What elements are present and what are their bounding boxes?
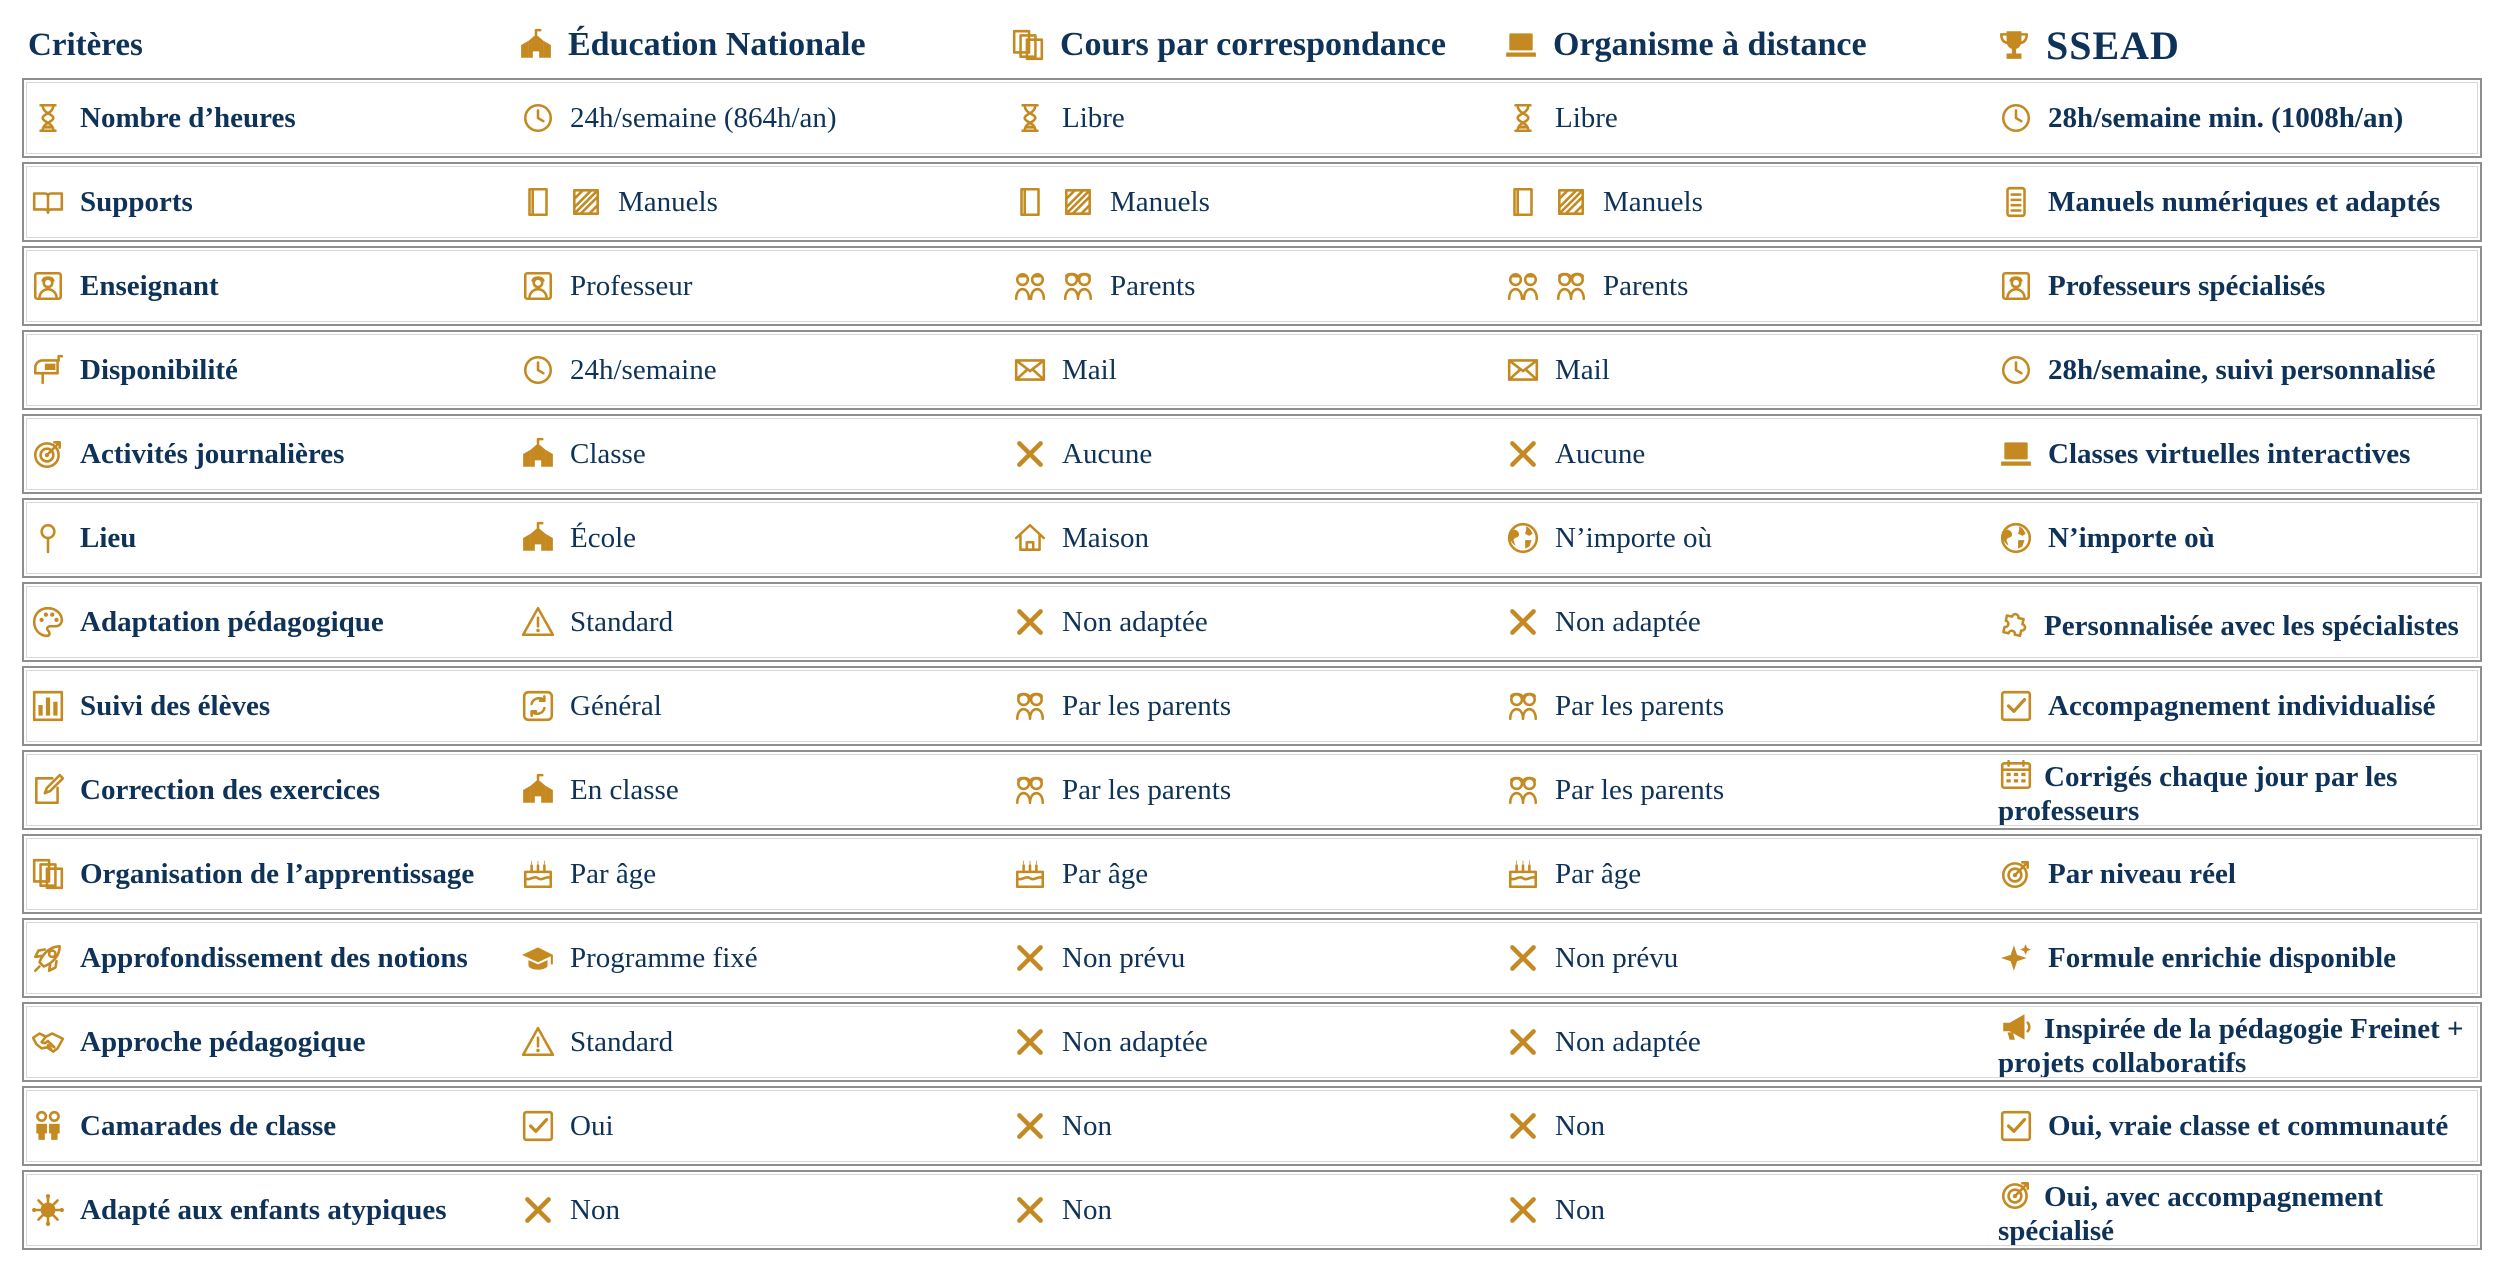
table-cell <box>1505 268 1998 304</box>
cell-text: Personnalisée avec les spécialistes <box>2044 609 2459 642</box>
table-cell <box>1012 856 1505 892</box>
cell-text: Parents <box>1603 270 1689 302</box>
table-cell <box>1998 436 2476 472</box>
parents-icon <box>1012 772 1048 808</box>
cell-text: Par les parents <box>1062 774 1232 806</box>
cell-text: Manuels numériques et adaptés <box>2048 186 2441 218</box>
criterion-label: Activités journalières <box>80 438 345 470</box>
table-body <box>22 78 2482 1250</box>
cell-text: Oui, avec accompagnement spécialisé <box>1998 1180 2384 1247</box>
cell-text: Corrigés chaque jour par les professeurs <box>1998 760 2398 827</box>
table-row <box>22 498 2482 578</box>
cell-text: Maison <box>1062 522 1149 554</box>
warning-icon <box>520 1024 556 1060</box>
bar-chart-icon <box>30 688 66 724</box>
table-cell <box>1998 1173 2476 1248</box>
cell-text: Professeurs spécialisés <box>2048 270 2326 302</box>
header-criteres: Critères <box>28 26 143 63</box>
table-cell <box>1012 268 1505 304</box>
table-cell <box>1012 184 1505 220</box>
table-cell <box>520 184 1012 220</box>
palette-icon <box>30 604 66 640</box>
criterion-label: Organisation de l’apprentissage <box>80 858 475 890</box>
cell-text: Manuels <box>1603 186 1703 218</box>
puzzle-icon <box>1998 606 2034 642</box>
teacher-icon <box>1998 268 2034 304</box>
table-row <box>22 918 2482 998</box>
criterion-label: Approfondissement des notions <box>80 942 468 974</box>
table-cell <box>520 352 1012 388</box>
table-cell <box>1012 604 1505 640</box>
cross-icon <box>1505 1024 1541 1060</box>
cross-icon <box>1505 940 1541 976</box>
criterion-cell <box>24 772 520 808</box>
table-row <box>22 246 2482 326</box>
criterion-label: Camarades de classe <box>80 1110 337 1142</box>
table-cell <box>1012 436 1505 472</box>
cell-text: Programme fixé <box>570 942 758 974</box>
cell-text: 24h/semaine (864h/an) <box>570 102 837 134</box>
checkbox-icon <box>520 1108 556 1144</box>
cell-text: Par les parents <box>1555 690 1725 722</box>
cell-text: Libre <box>1555 102 1618 134</box>
laptop-icon <box>1503 27 1539 63</box>
table-cell <box>1998 268 2476 304</box>
books-icon <box>1010 27 1046 63</box>
graduation-cap-icon <box>520 940 556 976</box>
table-cell <box>1998 753 2476 828</box>
handshake-icon <box>30 1024 66 1060</box>
virus-icon <box>30 1192 66 1228</box>
criterion-cell <box>24 688 520 724</box>
cell-text: Par les parents <box>1062 690 1232 722</box>
header-organisme-distance: Organisme à distance <box>1503 26 1996 64</box>
checkbox-icon <box>1998 688 2034 724</box>
warning-icon <box>520 604 556 640</box>
house-icon <box>1012 520 1048 556</box>
criterion-cell <box>24 184 520 220</box>
megaphone-icon <box>1998 1009 2034 1045</box>
edit-icon <box>30 772 66 808</box>
cell-text: Par les parents <box>1555 774 1725 806</box>
table-header <box>22 14 2482 76</box>
table-cell <box>1012 1024 1505 1060</box>
globe-icon <box>1998 520 2034 556</box>
table-cell <box>1505 688 1998 724</box>
table-cell <box>1998 520 2476 556</box>
table-cell <box>1012 1108 1505 1144</box>
cross-icon <box>1012 436 1048 472</box>
table-cell <box>520 940 1012 976</box>
criterion-cell <box>24 100 520 136</box>
table-cell <box>1505 436 1998 472</box>
sparkles-icon <box>1998 940 2034 976</box>
table-cell <box>1012 1192 1505 1228</box>
cell-text: Oui, vraie classe et communauté <box>2048 1110 2449 1142</box>
teacher-icon <box>30 268 66 304</box>
table-cell <box>520 772 1012 808</box>
cell-text: Par âge <box>1555 858 1642 890</box>
table-cell <box>1012 772 1505 808</box>
table-cell <box>1998 1005 2476 1080</box>
cell-text: Non <box>1062 1110 1112 1142</box>
header-ssead: SSEAD <box>1996 22 2474 69</box>
table-cell <box>1998 1108 2476 1144</box>
cross-icon <box>1505 604 1541 640</box>
cell-text: En classe <box>570 774 679 806</box>
cell-text: Non adaptée <box>1062 606 1208 638</box>
table-cell <box>1012 940 1505 976</box>
cross-icon <box>1012 940 1048 976</box>
table-cell <box>1998 184 2476 220</box>
table-cell <box>520 520 1012 556</box>
envelope-icon <box>1012 352 1048 388</box>
table-cell <box>1998 688 2476 724</box>
cell-text: Mail <box>1062 354 1117 386</box>
table-cell <box>520 1108 1012 1144</box>
criterion-cell <box>24 1108 520 1144</box>
refresh-icon <box>520 688 556 724</box>
cell-text: Aucune <box>1062 438 1153 470</box>
clock-icon <box>520 100 556 136</box>
criterion-label: Suivi des élèves <box>80 690 271 722</box>
table-cell <box>1012 352 1505 388</box>
table-cell <box>1012 100 1505 136</box>
table-row <box>22 582 2482 662</box>
checkbox-icon <box>1998 1108 2034 1144</box>
hourglass-icon <box>30 100 66 136</box>
parents-icon <box>1012 688 1048 724</box>
table-row <box>22 666 2482 746</box>
cross-icon <box>1012 1024 1048 1060</box>
table-cell <box>1998 856 2476 892</box>
book-icon <box>1505 184 1541 220</box>
target-icon <box>30 436 66 472</box>
hatched-square-icon <box>1553 184 1589 220</box>
cell-text: Par âge <box>1062 858 1149 890</box>
table-row <box>22 330 2482 410</box>
school-icon <box>520 520 556 556</box>
cell-text: Manuels <box>1110 186 1210 218</box>
comparison-table <box>22 14 2482 1254</box>
criterion-cell <box>24 520 520 556</box>
cross-icon <box>1012 1192 1048 1228</box>
cell-text: Manuels <box>618 186 718 218</box>
table-row <box>22 834 2482 914</box>
tablet-icon <box>1998 184 2034 220</box>
criterion-label: Correction des exercices <box>80 774 381 806</box>
cell-text: Libre <box>1062 102 1125 134</box>
pin-icon <box>30 520 66 556</box>
criterion-label: Adapté aux enfants atypiques <box>80 1194 447 1226</box>
table-cell <box>1505 352 1998 388</box>
header-cours-correspondance: Cours par correspondance <box>1010 26 1503 64</box>
table-cell <box>520 856 1012 892</box>
criterion-cell <box>24 940 520 976</box>
cell-text: Aucune <box>1555 438 1646 470</box>
table-cell <box>1505 1024 1998 1060</box>
cell-text: Non adaptée <box>1555 1026 1701 1058</box>
cell-text: 28h/semaine min. (1008h/an) <box>2048 102 2404 134</box>
school-icon <box>520 436 556 472</box>
criterion-cell <box>24 268 520 304</box>
table-cell <box>1505 100 1998 136</box>
clock-icon <box>520 352 556 388</box>
cell-text: Non prévu <box>1555 942 1679 974</box>
parents-icon <box>1553 268 1589 304</box>
table-row <box>22 414 2482 494</box>
criterion-label: Adaptation pédagogique <box>80 606 384 638</box>
hatched-square-icon <box>1060 184 1096 220</box>
teacher-icon <box>520 268 556 304</box>
clock-icon <box>1998 352 2034 388</box>
cell-text: 28h/semaine, suivi personnalisé <box>2048 354 2436 386</box>
table-cell <box>1505 940 1998 976</box>
open-book-icon <box>30 184 66 220</box>
table-row <box>22 1170 2482 1250</box>
cell-text: Non prévu <box>1062 942 1186 974</box>
criterion-label: Supports <box>80 186 193 218</box>
cake-icon <box>1012 856 1048 892</box>
table-cell <box>1505 520 1998 556</box>
table-cell <box>520 688 1012 724</box>
table-row <box>22 1002 2482 1082</box>
table-cell <box>1505 772 1998 808</box>
target-icon <box>1998 856 2034 892</box>
table-cell <box>1998 100 2476 136</box>
table-cell <box>1998 940 2476 976</box>
table-cell <box>1505 184 1998 220</box>
table-cell <box>1998 352 2476 388</box>
mailbox-icon <box>30 352 66 388</box>
cell-text: Non <box>1062 1194 1112 1226</box>
school-icon <box>518 27 554 63</box>
cell-text: Standard <box>570 1026 674 1058</box>
cell-text: Accompagnement individualisé <box>2048 690 2436 722</box>
table-cell <box>520 1024 1012 1060</box>
hourglass-icon <box>1505 100 1541 136</box>
cell-text: Non <box>570 1194 620 1226</box>
cell-text: Par niveau réel <box>2048 858 2236 890</box>
family-icon <box>1505 268 1541 304</box>
criterion-cell <box>24 352 520 388</box>
cell-text: 24h/semaine <box>570 354 717 386</box>
laptop-icon <box>1998 436 2034 472</box>
table-row <box>22 162 2482 242</box>
header-education-nationale: Éducation Nationale <box>518 26 1010 64</box>
criterion-label: Disponibilité <box>80 354 238 386</box>
table-cell <box>520 1192 1012 1228</box>
cell-text: Inspirée de la pédagogie Freinet + projets collaboratifs <box>1998 1012 2464 1079</box>
cell-text: Classes virtuelles interactives <box>2048 438 2411 470</box>
table-cell <box>520 268 1012 304</box>
cross-icon <box>520 1192 556 1228</box>
trophy-icon <box>1996 27 2032 63</box>
book-icon <box>520 184 556 220</box>
table-row <box>22 1086 2482 1166</box>
criterion-label: Lieu <box>80 522 137 554</box>
criterion-cell <box>24 436 520 472</box>
cell-text: Non <box>1555 1110 1605 1142</box>
cell-text: Parents <box>1110 270 1196 302</box>
globe-icon <box>1505 520 1541 556</box>
hourglass-icon <box>1012 100 1048 136</box>
criterion-label: Enseignant <box>80 270 219 302</box>
cell-text: Non <box>1555 1194 1605 1226</box>
cell-text: Oui <box>570 1110 614 1142</box>
book-icon <box>1012 184 1048 220</box>
criterion-label: Approche pédagogique <box>80 1026 366 1058</box>
parents-icon <box>1505 772 1541 808</box>
table-row <box>22 78 2482 158</box>
cell-text: Non adaptée <box>1062 1026 1208 1058</box>
cross-icon <box>1012 1108 1048 1144</box>
cell-text: École <box>570 522 637 554</box>
table-cell <box>520 100 1012 136</box>
calendar-icon <box>1998 757 2034 793</box>
cell-text: Professeur <box>570 270 693 302</box>
table-cell <box>1998 602 2476 643</box>
cross-icon <box>1505 1108 1541 1144</box>
table-cell <box>1012 520 1505 556</box>
envelope-icon <box>1505 352 1541 388</box>
cell-text: Non adaptée <box>1555 606 1701 638</box>
cell-text: N’importe où <box>1555 522 1713 554</box>
table-cell <box>1505 1192 1998 1228</box>
target-icon <box>1998 1177 2034 1213</box>
cell-text: Formule enrichie disponible <box>2048 942 2396 974</box>
cake-icon <box>520 856 556 892</box>
table-row <box>22 750 2482 830</box>
cell-text: Par âge <box>570 858 657 890</box>
table-cell <box>1505 856 1998 892</box>
cell-text: Mail <box>1555 354 1610 386</box>
criterion-cell <box>24 604 520 640</box>
cell-text: Classe <box>570 438 646 470</box>
school-icon <box>520 772 556 808</box>
cell-text: N’importe où <box>2048 522 2215 554</box>
people-icon <box>30 1108 66 1144</box>
table-cell <box>1505 604 1998 640</box>
parents-icon <box>1060 268 1096 304</box>
cell-text: Standard <box>570 606 674 638</box>
criterion-label: Nombre d’heures <box>80 102 296 134</box>
cross-icon <box>1505 436 1541 472</box>
cake-icon <box>1505 856 1541 892</box>
cross-icon <box>1505 1192 1541 1228</box>
criterion-cell <box>24 1024 520 1060</box>
table-cell <box>520 604 1012 640</box>
books-icon <box>30 856 66 892</box>
cross-icon <box>1012 604 1048 640</box>
table-cell <box>1505 1108 1998 1144</box>
rocket-icon <box>30 940 66 976</box>
table-cell <box>520 436 1012 472</box>
hatched-square-icon <box>568 184 604 220</box>
criterion-cell <box>24 1192 520 1228</box>
parents-icon <box>1505 688 1541 724</box>
table-cell <box>1012 688 1505 724</box>
family-icon <box>1012 268 1048 304</box>
cell-text: Général <box>570 690 662 722</box>
clock-icon <box>1998 100 2034 136</box>
criterion-cell <box>24 856 520 892</box>
